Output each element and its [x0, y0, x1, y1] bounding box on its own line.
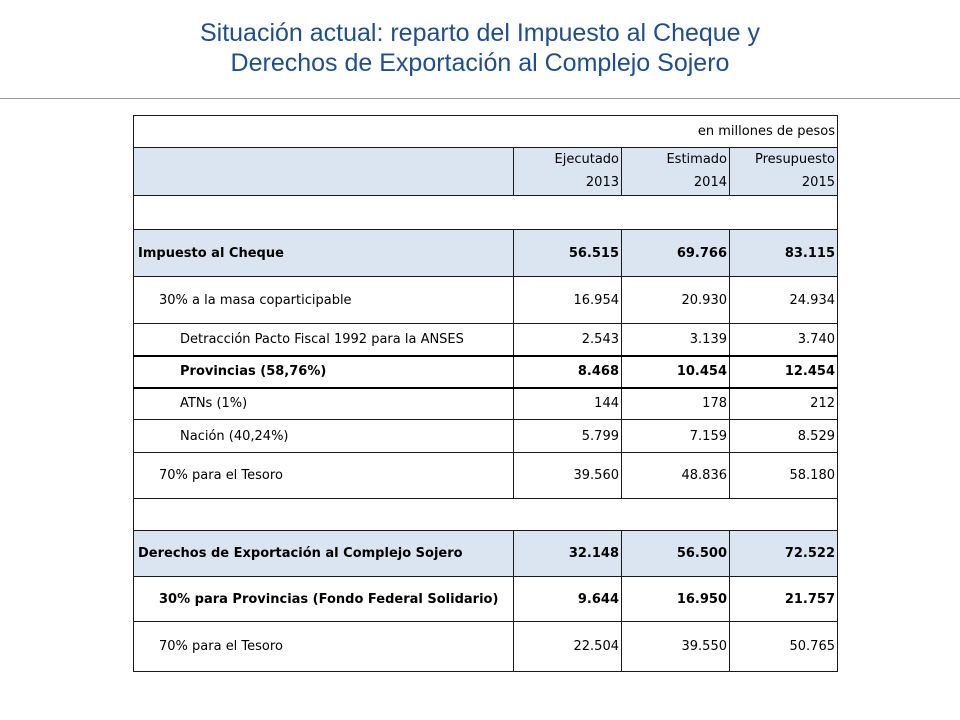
cell-2014: 39.550 — [622, 622, 730, 672]
row-label: 70% para el Tesoro — [134, 622, 514, 672]
cell-2015: 24.934 — [730, 277, 838, 324]
row-label: 30% para Provincias (Fondo Federal Solidario) — [134, 577, 514, 622]
cell-2013: 22.504 — [514, 622, 622, 672]
row-label: Nación (40,24%) — [134, 420, 514, 453]
column-header-2014-year: 2014 — [693, 175, 727, 190]
table-row — [134, 230, 838, 277]
table-row — [134, 531, 838, 577]
unit-note-row — [134, 116, 838, 148]
cell-2015: 50.765 — [730, 622, 838, 672]
slide-title — [0, 18, 960, 78]
column-header-2015 — [730, 148, 838, 196]
row-label: ATNs (1%) — [134, 388, 514, 420]
table-row — [134, 324, 838, 356]
row-label: Derechos de Exportación al Complejo Sojero — [134, 531, 514, 577]
row-label: Provincias (58,76%) — [134, 356, 514, 388]
row-label: Detracción Pacto Fiscal 1992 para la ANSES — [134, 324, 514, 356]
column-header-2015-title: Presupuesto — [755, 152, 835, 167]
cell-2013: 144 — [514, 388, 622, 420]
cell-2013: 2.543 — [514, 324, 622, 356]
cell-2013: 56.515 — [514, 230, 622, 277]
cell-2015: 3.740 — [730, 324, 838, 356]
cell-2014: 3.139 — [622, 324, 730, 356]
cell-2013: 5.799 — [514, 420, 622, 453]
title-line-2: Derechos de Exportación al Complejo Sojero — [230, 49, 730, 77]
row-label: 70% para el Tesoro — [134, 453, 514, 499]
column-header-2014-title: Estimado — [666, 152, 727, 167]
table-row — [134, 420, 838, 453]
unit-note: en millones de pesos — [134, 116, 838, 148]
header-label-cell — [134, 148, 514, 196]
cell-2014: 16.950 — [622, 577, 730, 622]
cell-2015: 8.529 — [730, 420, 838, 453]
row-label: 30% a la masa coparticipable — [134, 277, 514, 324]
spacer-row — [134, 196, 838, 230]
table-row — [134, 356, 838, 388]
column-header-2014 — [622, 148, 730, 196]
table-row — [134, 453, 838, 499]
column-header-2013-title: Ejecutado — [554, 152, 619, 167]
cell-2015: 12.454 — [730, 356, 838, 388]
cell-2014: 48.836 — [622, 453, 730, 499]
cell-2013: 16.954 — [514, 277, 622, 324]
column-header-2013 — [514, 148, 622, 196]
cell-2013: 9.644 — [514, 577, 622, 622]
title-divider — [0, 98, 960, 99]
cell-2014: 7.159 — [622, 420, 730, 453]
cell-2013: 39.560 — [514, 453, 622, 499]
cell-2014: 178 — [622, 388, 730, 420]
cell-2015: 21.757 — [730, 577, 838, 622]
cell-2013: 8.468 — [514, 356, 622, 388]
cell-2015: 58.180 — [730, 453, 838, 499]
row-label: Impuesto al Cheque — [134, 230, 514, 277]
cell-2014: 56.500 — [622, 531, 730, 577]
cell-2015: 212 — [730, 388, 838, 420]
spacer-row — [134, 499, 838, 531]
cell-2014: 10.454 — [622, 356, 730, 388]
table-row — [134, 388, 838, 420]
cell-2015: 83.115 — [730, 230, 838, 277]
revenue-distribution-table — [133, 115, 838, 672]
cell-2015: 72.522 — [730, 531, 838, 577]
column-header-2013-year: 2013 — [585, 175, 619, 190]
table-row — [134, 577, 838, 622]
table-row — [134, 622, 838, 672]
column-header-2015-year: 2015 — [801, 175, 835, 190]
cell-2014: 69.766 — [622, 230, 730, 277]
title-line-1: Situación actual: reparto del Impuesto al Cheque y — [199, 19, 761, 47]
header-row — [134, 148, 838, 196]
table-row — [134, 277, 838, 324]
cell-2013: 32.148 — [514, 531, 622, 577]
cell-2014: 20.930 — [622, 277, 730, 324]
